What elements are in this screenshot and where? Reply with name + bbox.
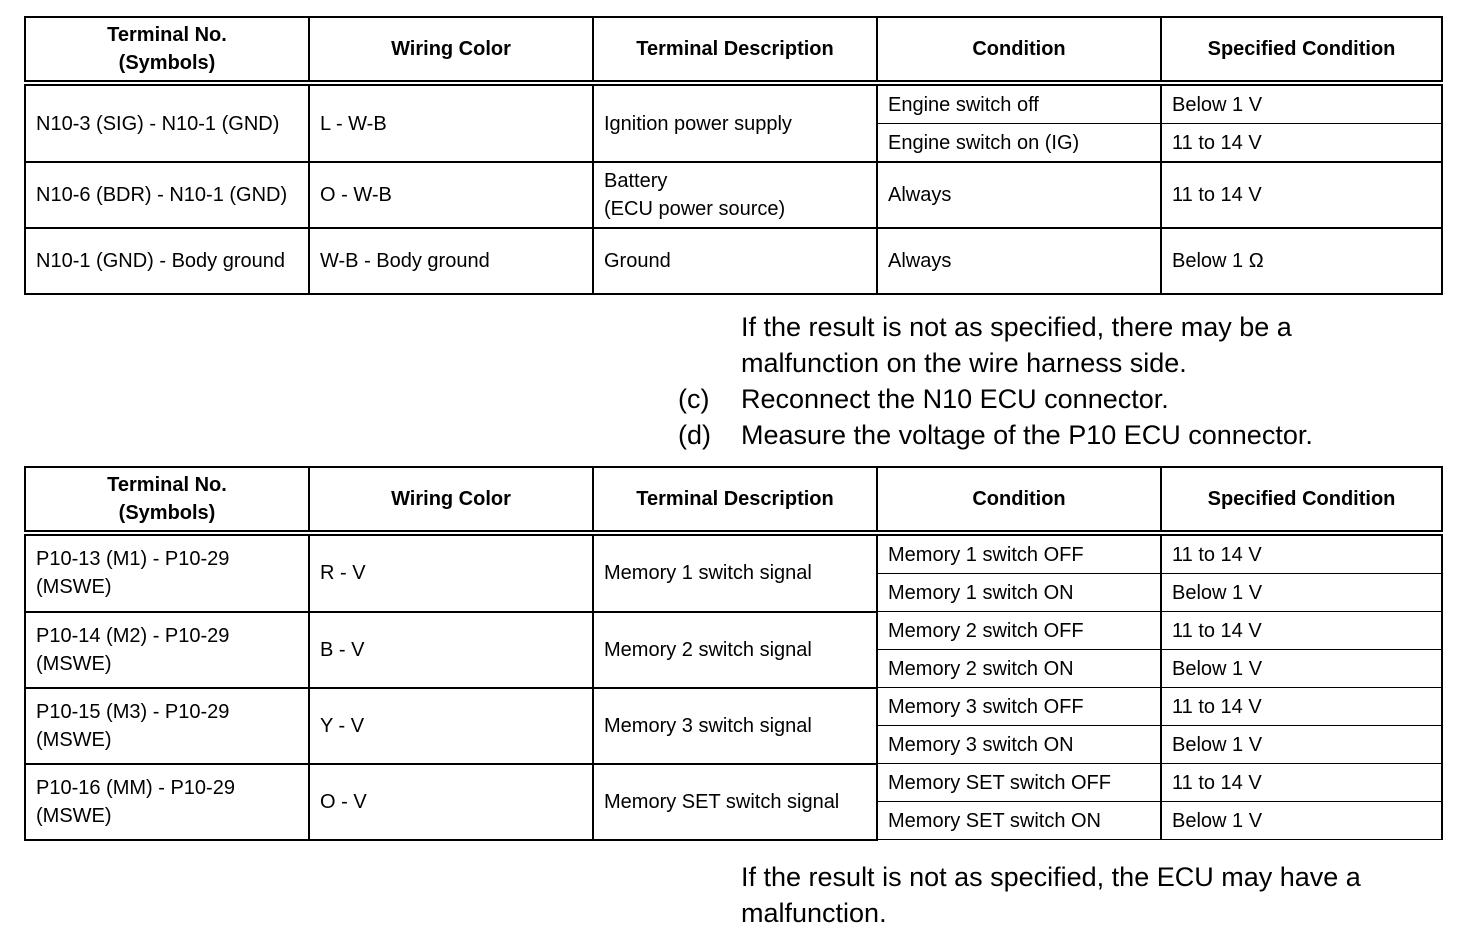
condition-cell: Always bbox=[877, 228, 1161, 294]
description-cell: Ground bbox=[593, 228, 877, 294]
table-row bbox=[25, 688, 1442, 726]
condition-cell: Engine switch on (IG) bbox=[877, 124, 1161, 163]
description-cell: Memory 1 switch signal bbox=[593, 533, 877, 612]
condition-cell: Always bbox=[877, 162, 1161, 228]
header-terminal: Terminal No. (Symbols) bbox=[25, 467, 309, 533]
header-wiring-color: Wiring Color bbox=[309, 467, 593, 533]
header-wiring-color: Wiring Color bbox=[309, 17, 593, 83]
condition-cell: Memory 2 switch OFF bbox=[877, 612, 1161, 650]
terminal-cell: N10-3 (SIG) - N10-1 (GND) bbox=[25, 83, 309, 162]
note-text: malfunction on the wire harness side. bbox=[741, 348, 1187, 378]
header-specified-condition: Specified Condition bbox=[1161, 17, 1442, 83]
condition-cell: Memory 3 switch OFF bbox=[877, 688, 1161, 726]
header-condition: Condition bbox=[877, 17, 1161, 83]
specified-cell: 11 to 14 V bbox=[1161, 688, 1442, 726]
wiring-cell: Y - V bbox=[309, 688, 593, 764]
table-row bbox=[25, 533, 1442, 574]
p10-connector-table bbox=[24, 466, 1443, 841]
step-marker bbox=[678, 345, 741, 381]
condition-cell: Memory 3 switch ON bbox=[877, 726, 1161, 764]
inspection-notes-1 bbox=[678, 309, 1313, 453]
header-terminal-description: Terminal Description bbox=[593, 467, 877, 533]
table-row bbox=[25, 612, 1442, 650]
wiring-cell: W-B - Body ground bbox=[309, 228, 593, 294]
condition-cell: Memory SET switch ON bbox=[877, 802, 1161, 840]
step-marker bbox=[678, 895, 741, 931]
wiring-cell: B - V bbox=[309, 612, 593, 688]
terminal-cell: P10-13 (M1) - P10-29 (MSWE) bbox=[25, 533, 309, 612]
condition-cell: Engine switch off bbox=[877, 83, 1161, 124]
terminal-cell: P10-15 (M3) - P10-29 (MSWE) bbox=[25, 688, 309, 764]
terminal-cell: N10-1 (GND) - Body ground bbox=[25, 228, 309, 294]
header-specified-condition: Specified Condition bbox=[1161, 467, 1442, 533]
note-line bbox=[678, 895, 1361, 931]
specified-cell: Below 1 V bbox=[1161, 802, 1442, 840]
specified-cell: Below 1 V bbox=[1161, 650, 1442, 688]
description-cell: Ignition power supply bbox=[593, 83, 877, 162]
specified-cell: Below 1 Ω bbox=[1161, 228, 1442, 294]
step-marker bbox=[678, 859, 741, 895]
note-text: If the result is not as specified, there may be a bbox=[741, 312, 1292, 342]
wiring-cell: O - V bbox=[309, 764, 593, 840]
terminal-cell: P10-14 (M2) - P10-29 (MSWE) bbox=[25, 612, 309, 688]
specified-cell: 11 to 14 V bbox=[1161, 124, 1442, 163]
header-terminal: Terminal No. (Symbols) bbox=[25, 17, 309, 83]
note-text: If the result is not as specified, the ECU may have a bbox=[741, 862, 1361, 892]
specified-cell: Below 1 V bbox=[1161, 726, 1442, 764]
note-line bbox=[678, 859, 1361, 895]
description-cell: Battery (ECU power source) bbox=[593, 162, 877, 228]
condition-cell: Memory 2 switch ON bbox=[877, 650, 1161, 688]
header-terminal-description: Terminal Description bbox=[593, 17, 877, 83]
terminal-cell: P10-16 (MM) - P10-29 (MSWE) bbox=[25, 764, 309, 840]
note-text: malfunction. bbox=[741, 898, 887, 928]
condition-cell: Memory SET switch OFF bbox=[877, 764, 1161, 802]
terminal-cell: N10-6 (BDR) - N10-1 (GND) bbox=[25, 162, 309, 228]
step-marker bbox=[678, 309, 741, 345]
wiring-cell: L - W-B bbox=[309, 83, 593, 162]
note-line bbox=[678, 309, 1313, 345]
header-condition: Condition bbox=[877, 467, 1161, 533]
description-cell: Memory 2 switch signal bbox=[593, 612, 877, 688]
description-cell: Memory 3 switch signal bbox=[593, 688, 877, 764]
specified-cell: 11 to 14 V bbox=[1161, 533, 1442, 574]
wiring-cell: O - W-B bbox=[309, 162, 593, 228]
table-header-row bbox=[25, 17, 1442, 83]
note-text: Measure the voltage of the P10 ECU connector. bbox=[741, 420, 1313, 450]
table-header-row bbox=[25, 467, 1442, 533]
note-line bbox=[678, 345, 1313, 381]
step-marker: (d) bbox=[678, 420, 711, 450]
table-row bbox=[25, 764, 1442, 802]
note-line bbox=[678, 381, 1313, 417]
condition-cell: Memory 1 switch OFF bbox=[877, 533, 1161, 574]
inspection-notes-2 bbox=[678, 859, 1361, 931]
specified-cell: 11 to 14 V bbox=[1161, 162, 1442, 228]
specified-cell: 11 to 14 V bbox=[1161, 764, 1442, 802]
note-text: Reconnect the N10 ECU connector. bbox=[741, 384, 1169, 414]
description-cell: Memory SET switch signal bbox=[593, 764, 877, 840]
condition-cell: Memory 1 switch ON bbox=[877, 574, 1161, 612]
table-row bbox=[25, 162, 1442, 228]
table-row bbox=[25, 83, 1442, 124]
specified-cell: Below 1 V bbox=[1161, 574, 1442, 612]
wiring-cell: R - V bbox=[309, 533, 593, 612]
note-line bbox=[678, 417, 1313, 453]
specified-cell: Below 1 V bbox=[1161, 83, 1442, 124]
table-row bbox=[25, 228, 1442, 294]
step-marker: (c) bbox=[678, 384, 710, 414]
n10-connector-table bbox=[24, 16, 1443, 295]
specified-cell: 11 to 14 V bbox=[1161, 612, 1442, 650]
